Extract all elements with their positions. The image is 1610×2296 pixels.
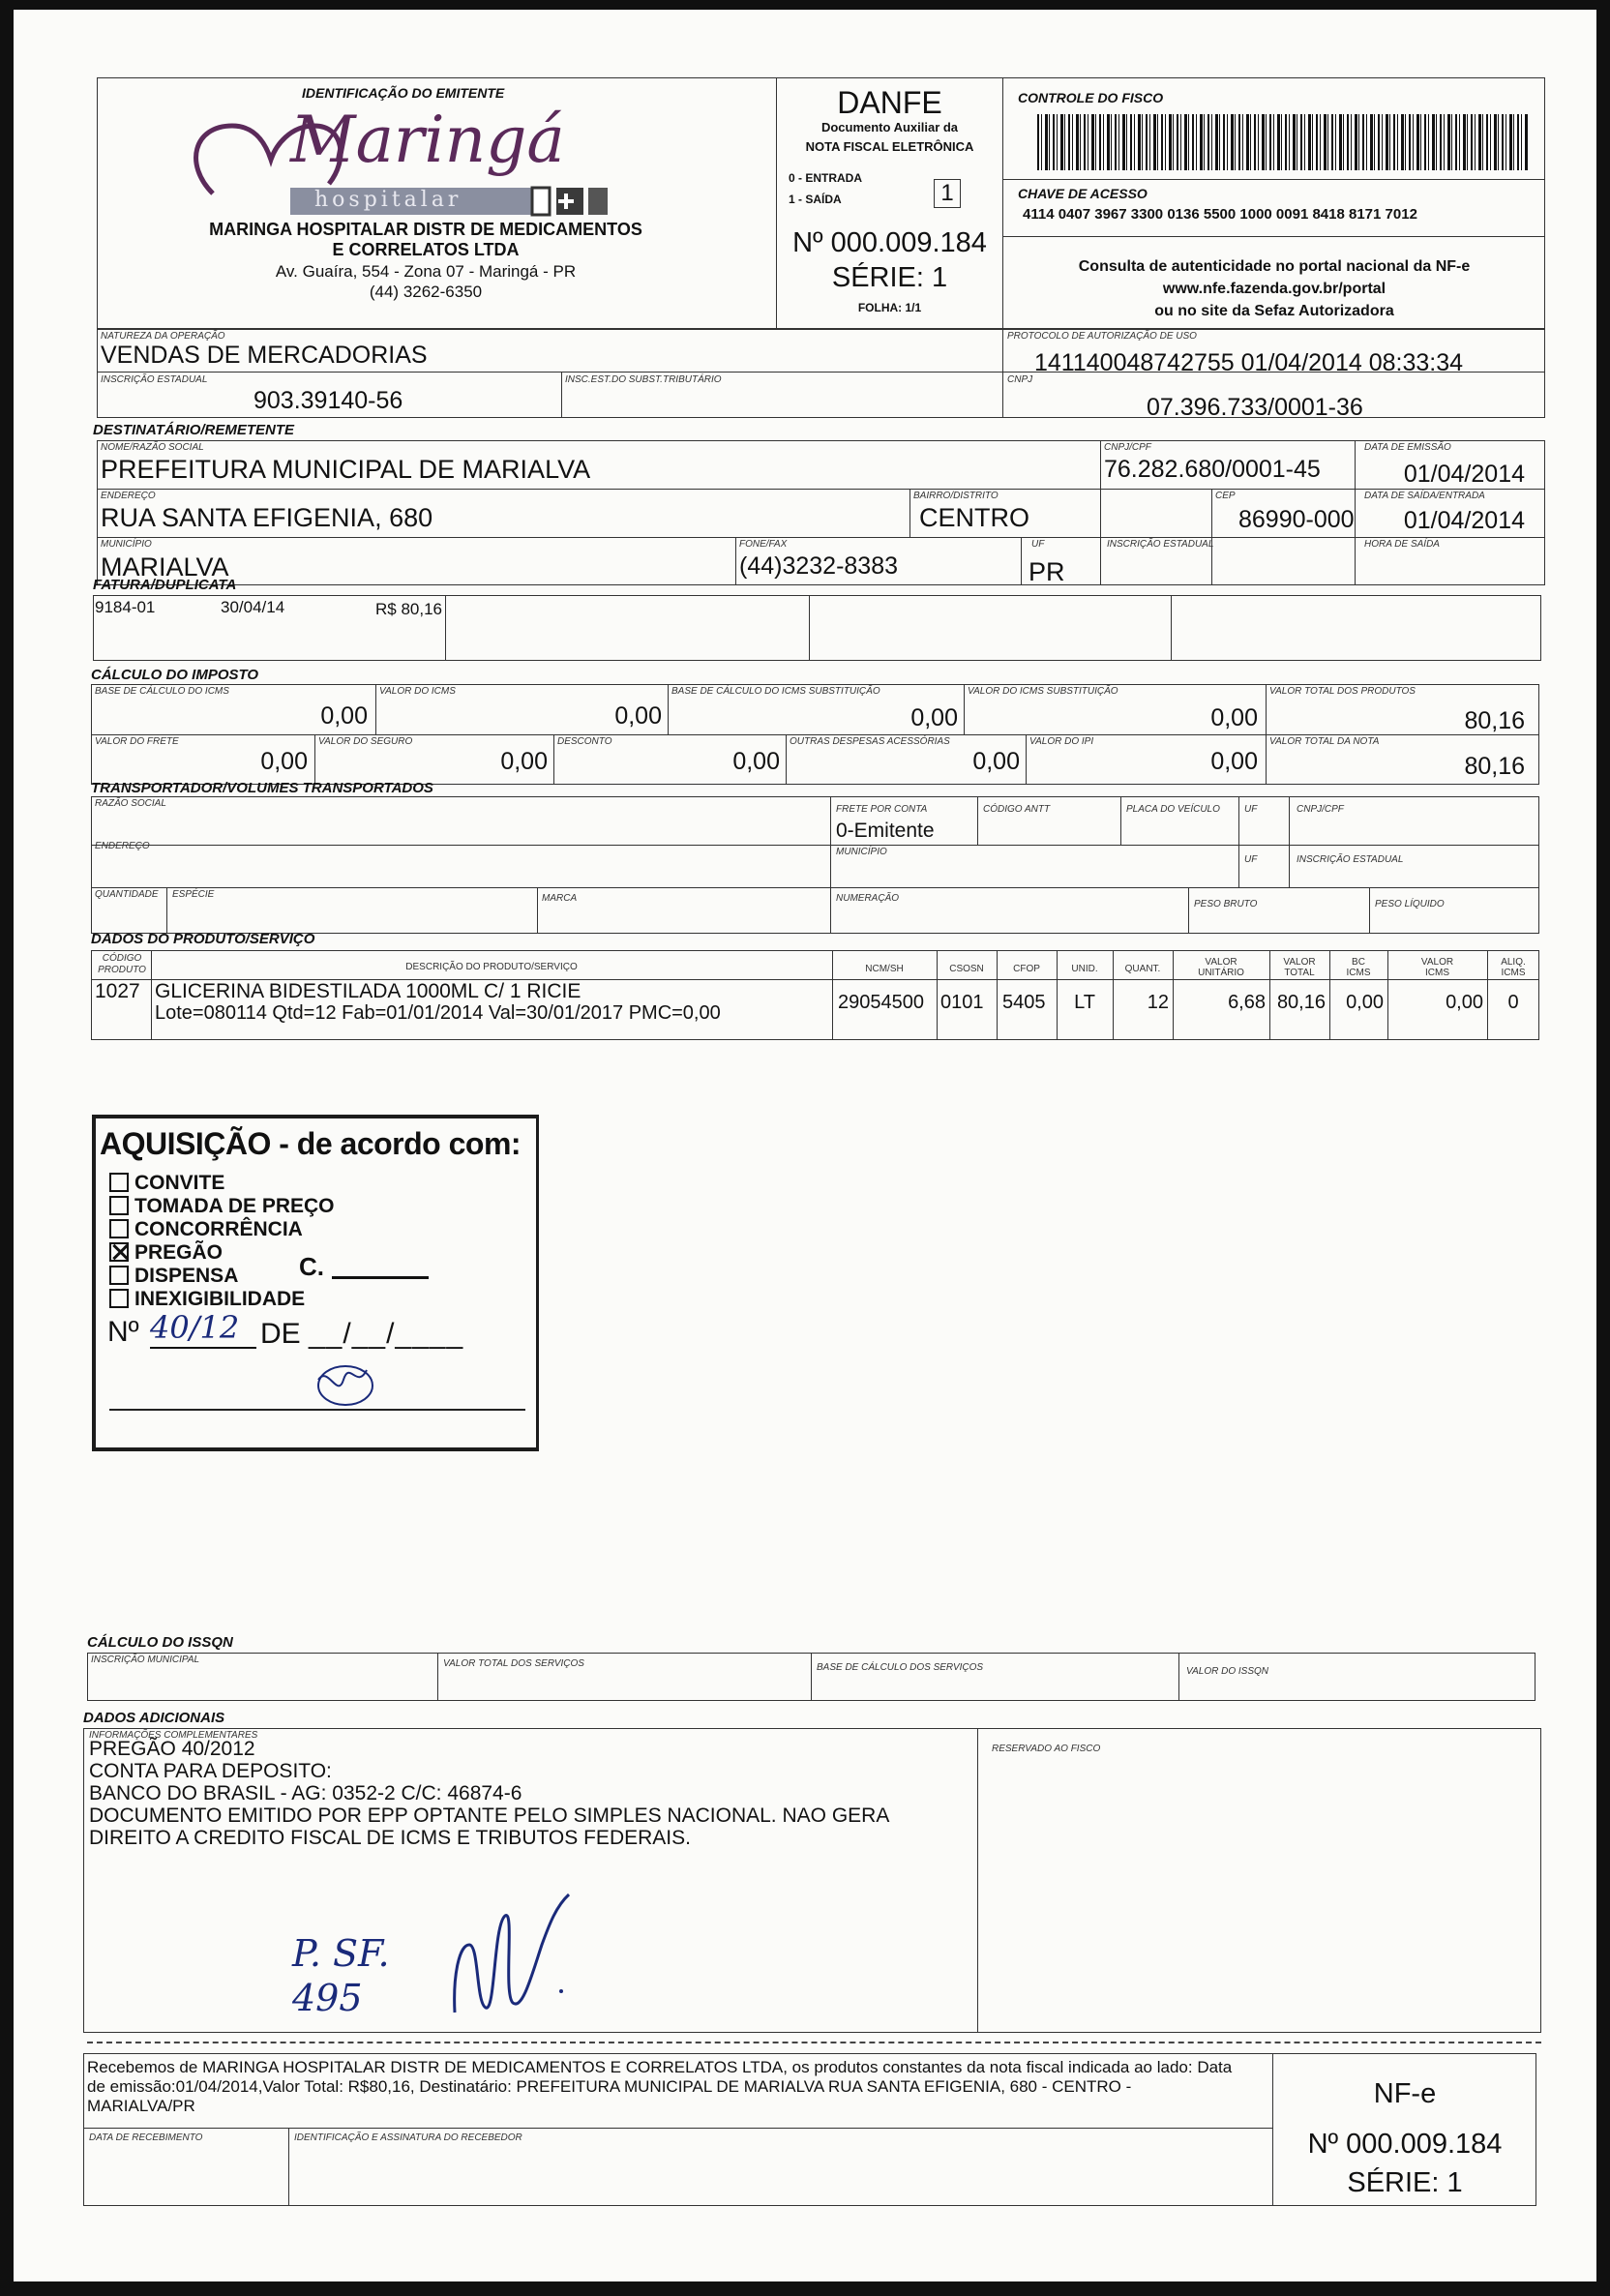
destinatario-section: DESTINATÁRIO/REMETENTE — [93, 422, 295, 438]
info-line: BANCO DO BRASIL - AG: 0352-2 C/C: 46874-6 — [89, 1782, 522, 1804]
ie-value: 903.39140-56 — [253, 387, 403, 414]
dest-bairro: CENTRO — [919, 503, 1029, 532]
th-cfop: CFOP — [1013, 964, 1040, 974]
item-vtotal: 80,16 — [1276, 992, 1326, 1013]
emitente-endereco: Av. Guaíra, 554 - Zona 07 - Maringá - PR — [275, 262, 577, 281]
outras: 0,00 — [972, 748, 1020, 775]
dest-cep: 86990-000 — [1238, 506, 1355, 533]
imposto-section: CÁLCULO DO IMPOSTO — [91, 667, 259, 683]
stamp-date-slots: __/__/____ — [309, 1318, 464, 1350]
dest-saida: 01/04/2014 — [1403, 507, 1525, 534]
valor-icms: 0,00 — [614, 702, 662, 730]
dest-bairro-label: BAIRRO/DISTRITO — [913, 491, 999, 501]
checkbox-icon — [109, 1196, 129, 1215]
dest-endereco-label: ENDEREÇO — [101, 491, 156, 501]
total-nota: 80,16 — [1464, 753, 1525, 780]
fatura-valor: R$ 80,16 — [375, 600, 442, 618]
valor-st-label: VALOR DO ICMS SUBSTITUIÇÃO — [968, 686, 1118, 697]
handwritten-psf: P. SF. — [292, 1932, 390, 1975]
canhoto-data-label: DATA DE RECEBIMENTO — [89, 2132, 203, 2143]
reservado-label: RESERVADO AO FISCO — [992, 1744, 1101, 1754]
stamp-tomada: TOMADA DE PREÇO — [109, 1196, 335, 1216]
dest-cnpj-label: CNPJ/CPF — [1104, 442, 1151, 453]
maringa-logo — [174, 103, 677, 223]
fatura-vencimento: 30/04/14 — [221, 598, 285, 616]
canhoto-nfe: NF-e — [1373, 2078, 1437, 2109]
transp-ie-label: INSCRIÇÃO ESTADUAL — [1297, 854, 1404, 865]
item-quant: 12 — [1147, 992, 1169, 1013]
base-icms: 0,00 — [320, 702, 368, 730]
dest-uf: PR — [1029, 557, 1065, 586]
base-icms-label: BASE DE CÁLCULO DO ICMS — [95, 686, 229, 697]
transp-municipio-label: MUNICÍPIO — [836, 847, 887, 857]
canhoto-texto-2: de emissão:01/04/2014,Valor Total: R$80,16, Destinatário: PREFEITURA MUNICIPAL DE MARIALVA RUA SANTA EFIGENIA, 680 - CENTRO - — [87, 2077, 1132, 2096]
transp-marca-label: MARCA — [542, 893, 578, 904]
th-csosn: CSOSN — [949, 964, 984, 974]
transp-qtd-label: QUANTIDADE — [95, 889, 159, 900]
transp-razao-label: RAZÃO SOCIAL — [95, 798, 166, 809]
dest-municipio-label: MUNICÍPIO — [101, 539, 152, 550]
transp-uf-label: UF — [1244, 804, 1258, 815]
canhoto-assinatura-label: IDENTIFICAÇÃO E ASSINATURA DO RECEBEDOR — [294, 2132, 522, 2143]
th-ncm: NCM/SH — [865, 964, 904, 974]
valor-icms-label: VALOR DO ICMS — [379, 686, 456, 697]
info-label: INFORMAÇÕES COMPLEMENTARES — [89, 1730, 258, 1741]
issqn-valor-label: VALOR DO ISSQN — [1186, 1666, 1269, 1677]
frete-label: VALOR DO FRETE — [95, 736, 179, 747]
item-ncm: 29054500 — [838, 992, 924, 1013]
controle-fisco-label: CONTROLE DO FISCO — [1018, 90, 1164, 105]
danfe-subtitle-1: Documento Auxiliar da — [820, 120, 959, 134]
dest-saida-label: DATA DE SAÍDA/ENTRADA — [1364, 491, 1485, 501]
transp-peso-bruto-label: PESO BRUTO — [1194, 899, 1258, 909]
stamp-concorrencia: CONCORRÊNCIA — [109, 1219, 303, 1239]
dest-uf-label: UF — [1031, 539, 1045, 550]
transp-placa-label: PLACA DO VEÍCULO — [1126, 804, 1220, 815]
th-codigo-2: PRODUTO — [98, 965, 146, 975]
item-unid: LT — [1074, 992, 1095, 1013]
barcode — [1037, 114, 1529, 170]
chave-label: CHAVE DE ACESSO — [1018, 186, 1148, 201]
natureza-value: VENDAS DE MERCADORIAS — [101, 342, 428, 369]
checked-checkbox-icon — [109, 1242, 129, 1262]
info-lines — [89, 1739, 889, 1848]
dest-endereco: RUA SANTA EFIGENIA, 680 — [101, 503, 433, 532]
danfe-title: DANFE — [837, 85, 942, 120]
danfe-numero: Nº 000.009.184 — [792, 227, 987, 258]
stamp-inexigibilidade: INEXIGIBILIDADE — [109, 1289, 305, 1309]
item-aliq: 0 — [1507, 992, 1519, 1013]
stamp-convite: CONVITE — [109, 1173, 224, 1193]
item-vunit: 6,68 — [1228, 992, 1266, 1013]
canhoto-texto-3: MARIALVA/PR — [87, 2097, 195, 2115]
transp-especie-label: ESPÉCIE — [172, 889, 215, 900]
stamp-dispensa: DISPENSA — [109, 1266, 238, 1286]
issqn-section: CÁLCULO DO ISSQN — [87, 1634, 233, 1651]
handwritten-495: 495 — [292, 1977, 363, 2019]
item-descricao-2: Lote=080114 Qtd=12 Fab=01/01/2014 Val=30/01/2017 PMC=0,00 — [155, 1002, 721, 1024]
fatura-numero: 9184-01 — [95, 598, 156, 616]
adicionais-section: DADOS ADICIONAIS — [83, 1710, 225, 1726]
dest-nome: PREFEITURA MUNICIPAL DE MARIALVA — [101, 455, 591, 484]
th-vicms-1: VALOR — [1420, 957, 1454, 968]
th-bc-2: ICMS — [1346, 968, 1371, 978]
th-aliq-2: ICMS — [1501, 968, 1526, 978]
transp-antt-label: CÓDIGO ANTT — [983, 804, 1051, 815]
th-quant: QUANT. — [1124, 964, 1161, 974]
natureza-label: NATUREZA DA OPERAÇÃO — [101, 331, 225, 342]
stamp-title: AQUISIÇÃO - de acordo com: — [100, 1126, 522, 1161]
total-nota-label: VALOR TOTAL DA NOTA — [1269, 736, 1380, 747]
checkbox-icon — [109, 1289, 129, 1308]
frete: 0,00 — [260, 748, 308, 775]
protocolo-label: PROTOCOLO DE AUTORIZAÇÃO DE USO — [1007, 331, 1197, 342]
cnpj-emit-label: CNPJ — [1007, 374, 1033, 385]
danfe-folha: FOLHA: 1/1 — [857, 301, 922, 314]
transporte-section: TRANSPORTADOR/VOLUMES TRANSPORTADOS — [91, 780, 433, 796]
item-descricao-1: GLICERINA BIDESTILADA 1000ML C/ 1 RICIE — [155, 980, 581, 1002]
dest-ie-label: INSCRIÇÃO ESTADUAL — [1107, 539, 1214, 550]
canhoto-serie: SÉRIE: 1 — [1347, 2167, 1463, 2198]
ipi-label: VALOR DO IPI — [1029, 736, 1094, 747]
dest-emissao-label: DATA DE EMISSÃO — [1364, 442, 1451, 453]
transp-peso-liquido-label: PESO LÍQUIDO — [1375, 899, 1445, 909]
dest-fone: (44)3232-8383 — [739, 552, 899, 580]
outras-label: OUTRAS DESPESAS ACESSÓRIAS — [790, 736, 950, 747]
transp-cnpj-label: CNPJ/CPF — [1297, 804, 1344, 815]
issqn-base-label: BASE DE CÁLCULO DOS SERVIÇOS — [817, 1662, 984, 1673]
th-descricao: DESCRIÇÃO DO PRODUTO/SERVIÇO — [405, 962, 578, 972]
dest-fone-label: FONE/FAX — [739, 539, 788, 550]
item-csosn: 0101 — [940, 992, 984, 1013]
danfe-subtitle-2: NOTA FISCAL ELETRÔNICA — [805, 139, 974, 154]
consulta-3: ou no site da Sefaz Autorizadora — [1154, 303, 1394, 319]
stamp-de: DE — [260, 1318, 301, 1350]
transp-frete: 0-Emitente — [836, 820, 935, 842]
cnpj-emit-value: 07.396.733/0001-36 — [1147, 394, 1363, 421]
info-line: PREGÃO 40/2012 — [89, 1738, 255, 1760]
th-vunit-1: VALOR — [1205, 957, 1237, 968]
danfe-entrada: 0 - ENTRADA — [789, 171, 863, 185]
th-codigo-1: CÓDIGO — [102, 953, 142, 964]
info-line: DIREITO A CREDITO FISCAL DE ICMS E TRIBUTOS FEDERAIS. — [89, 1827, 691, 1849]
checkbox-icon — [109, 1266, 129, 1285]
ie-st-label: INSC.EST.DO SUBST.TRIBUTÁRIO — [565, 374, 722, 385]
emitente-section-label: IDENTIFICAÇÃO DO EMITENTE — [302, 85, 505, 101]
total-produtos: 80,16 — [1464, 707, 1525, 734]
danfe-saida: 1 - SAÍDA — [789, 193, 842, 206]
protocolo-value: 141140048742755 01/04/2014 08:33:34 — [1034, 349, 1464, 376]
transp-uf2-label: UF — [1244, 854, 1258, 865]
valor-st: 0,00 — [1210, 704, 1258, 731]
transp-frete-label: FRETE POR CONTA — [836, 804, 928, 815]
item-vicms: 0,00 — [1446, 992, 1483, 1013]
th-vtotal-1: VALOR — [1283, 957, 1316, 968]
transp-numeracao-label: NUMERAÇÃO — [836, 893, 900, 904]
stamp-numero-prefix: Nº — [107, 1316, 139, 1348]
ipi: 0,00 — [1210, 748, 1258, 775]
issqn-im-label: INSCRIÇÃO MUNICIPAL — [91, 1655, 200, 1665]
total-produtos-label: VALOR TOTAL DOS PRODUTOS — [1269, 686, 1416, 697]
base-st-label: BASE DE CÁLCULO DO ICMS SUBSTITUIÇÃO — [671, 686, 880, 697]
danfe-tipo: 1 — [940, 180, 954, 206]
checkbox-icon — [109, 1173, 129, 1192]
dest-emissao: 01/04/2014 — [1403, 461, 1525, 488]
emitente-fone: (44) 3262-6350 — [369, 283, 483, 301]
transp-endereco-label: ENDEREÇO — [95, 841, 150, 851]
logo-subtext: hospitalar — [314, 188, 462, 212]
emitente-razao-2: E CORRELATOS LTDA — [332, 240, 520, 259]
th-unid: UNID. — [1071, 964, 1098, 974]
consulta-1: Consulta de autenticidade no portal nacional da NF-e — [1078, 258, 1471, 275]
canhoto-numero: Nº 000.009.184 — [1307, 2129, 1503, 2160]
dest-hora-label: HORA DE SAÍDA — [1364, 539, 1440, 550]
issqn-total-label: VALOR TOTAL DOS SERVIÇOS — [443, 1658, 584, 1669]
stamp-numero-hand: 40/12 — [150, 1309, 240, 1346]
checkbox-icon — [109, 1219, 129, 1238]
item-codigo: 1027 — [95, 980, 140, 1002]
produtos-section: DADOS DO PRODUTO/SERVIÇO — [91, 931, 315, 947]
item-bc: 0,00 — [1346, 992, 1384, 1013]
stamp-c-label: C. — [299, 1252, 324, 1281]
th-vunit-2: UNITÁRIO — [1198, 968, 1244, 978]
danfe-serie: SÉRIE: 1 — [831, 262, 948, 293]
base-st: 0,00 — [910, 704, 958, 731]
emitente-razao-1: MARINGA HOSPITALAR DISTR DE MEDICAMENTOS — [209, 220, 642, 239]
th-bc-1: BC — [1352, 957, 1365, 968]
dest-cnpj: 76.282.680/0001-45 — [1104, 456, 1321, 483]
th-vtotal-2: TOTAL — [1284, 968, 1315, 978]
chave-acesso: 4114 0407 3967 3300 0136 5500 1000 0091 8418 8171 7012 — [1023, 206, 1417, 223]
desconto: 0,00 — [732, 748, 780, 775]
aquisicao-stamp — [92, 1115, 539, 1451]
signature — [435, 1887, 590, 2022]
desconto-label: DESCONTO — [557, 736, 612, 747]
item-cfop: 5405 — [1002, 992, 1046, 1013]
th-vicms-2: ICMS — [1425, 968, 1449, 978]
ie-label: INSCRIÇÃO ESTADUAL — [101, 374, 208, 385]
dest-nome-label: NOME/RAZÃO SOCIAL — [101, 442, 204, 453]
stamp-pregao: PREGÃO — [109, 1242, 223, 1263]
dest-municipio: MARIALVA — [101, 552, 229, 581]
consulta-2: www.nfe.fazenda.gov.br/portal — [1162, 281, 1386, 297]
seguro: 0,00 — [500, 748, 548, 775]
canhoto-texto-1: Recebemos de MARINGA HOSPITALAR DISTR DE MEDICAMENTOS E CORRELATOS LTDA, os produtos constantes da nota fiscal indicada ao lado: Data — [87, 2058, 1233, 2076]
th-aliq-1: ALIQ. — [1501, 957, 1526, 968]
info-line: CONTA PARA DEPOSITO: — [89, 1760, 332, 1782]
dest-cep-label: CEP — [1215, 491, 1236, 501]
logo-wordmark: Maringá — [290, 103, 565, 177]
fatura-section: FATURA/DUPLICATA — [93, 577, 237, 593]
info-line: DOCUMENTO EMITIDO POR EPP OPTANTE PELO SIMPLES NACIONAL. NAO GERA — [89, 1804, 890, 1827]
seguro-label: VALOR DO SEGURO — [318, 736, 413, 747]
